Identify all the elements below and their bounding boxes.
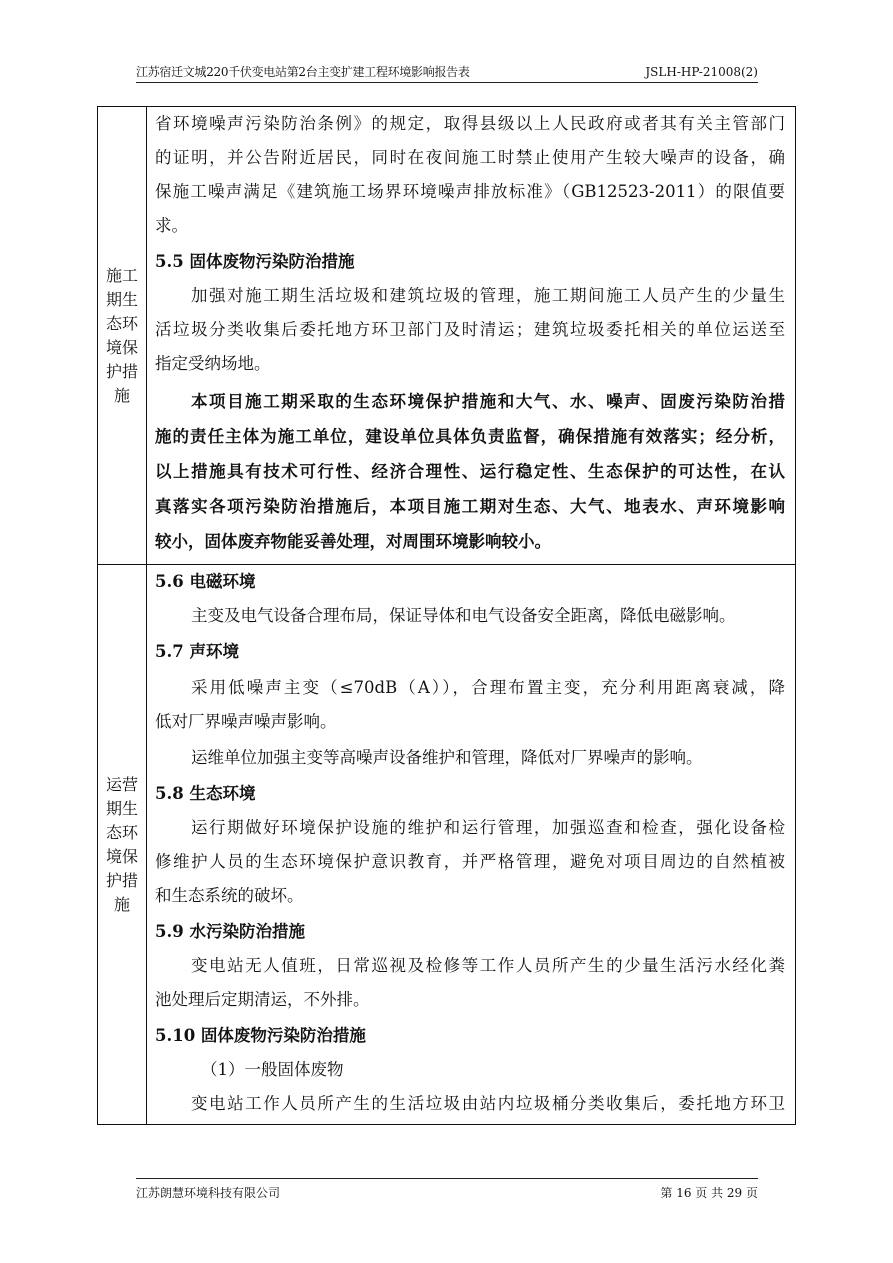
paragraph-line: 池处理后定期清运，不外排。 (155, 990, 370, 1009)
paragraph-line: 活垃圾分类收集后委托地方环卫部门及时清运；建筑垃圾委托相关的单位运送至 (155, 320, 785, 339)
paragraph-line: 运维单位加强主变等高噪声设备维护和管理，降低对厂界噪声的影响。 (191, 748, 703, 767)
section-heading: 5.6 电磁环境 (155, 572, 256, 591)
paragraph-line: 变电站无人值班，日常巡视及检修等工作人员所产生的少量生活污水经化粪 (191, 956, 785, 975)
paragraph-line: （1）一般固体废物 (201, 1060, 344, 1079)
bold-paragraph-line: 较小，固体废弃物能妥善处理，对周围环境影响较小。 (155, 532, 551, 551)
row-label-cell (98, 565, 147, 1124)
section-heading: 5.5 固体废物污染防治措施 (155, 252, 355, 271)
section-heading: 5.7 声环境 (155, 642, 239, 661)
paragraph-line: 变电站工作人员所产生的生活垃圾由站内垃圾桶分类收集后，委托地方环卫 (191, 1094, 785, 1113)
row-label-operation: 运营期生态环境保护措施 (105, 774, 138, 914)
section-heading: 5.10 固体废物污染防治措施 (155, 1026, 366, 1045)
page-footer (136, 1178, 758, 1203)
paragraph-line: 加强对施工期生活垃圾和建筑垃圾的管理，施工期间施工人员产生的少量生 (191, 286, 785, 305)
row-label-construction: 施工期生态环境保护措施 (105, 265, 138, 405)
paragraph-line: 求。 (155, 216, 188, 235)
paragraph-line: 省环境噪声污染防治条例》的规定，取得县级以上人民政府或者其有关主管部门 (155, 114, 785, 133)
paragraph-line: 的证明，并公告附近居民，同时在夜间施工时禁止使用产生较大噪声的设备，确 (155, 148, 785, 167)
row-label-cell (98, 107, 147, 564)
bold-paragraph-line: 真落实各项污染防治措施后，本项目施工期对生态、大气、地表水、声环境影响 (155, 497, 785, 516)
paragraph-line: 采用低噪声主变（≤70dB（A）），合理布置主变，充分利用距离衰减，降 (191, 678, 785, 697)
page-number: 第 16 页 共 29 页 (660, 1186, 758, 1200)
section-heading: 5.9 水污染防治措施 (155, 922, 305, 941)
bold-paragraph-line: 以上措施具有技术可行性、经济合理性、运行稳定性、生态保护的可达性，在认 (155, 462, 785, 481)
paragraph-line: 保施工噪声满足《建筑施工场界环境噪声排放标准》（GB12523-2011）的限值要 (155, 182, 785, 201)
table-row-construction (98, 107, 795, 564)
section-heading: 5.8 生态环境 (155, 784, 256, 803)
paragraph-line: 主变及电气设备合理布局，保证导体和电气设备安全距离，降低电磁影响。 (191, 606, 736, 625)
table-row-operation (98, 564, 795, 1124)
report-title: 江苏宿迁文城220千伏变电站第2台主变扩建工程环境影响报告表 (136, 65, 470, 79)
measures-table (97, 106, 796, 1125)
paragraph-line: 运行期做好环境保护设施的维护和运行管理，加强巡查和检查，强化设备检 (191, 818, 785, 837)
paragraph-line: 和生态系统的破坏。 (155, 886, 304, 905)
paragraph-line: 指定受纳场地。 (155, 354, 271, 373)
bold-paragraph-line: 施的责任主体为施工单位，建设单位具体负责监督，确保措施有效落实；经分析， (155, 427, 785, 446)
paragraph-line: 修维护人员的生态环境保护意识教育，并严格管理，避免对项目周边的自然植被 (155, 852, 785, 871)
report-code: JSLH-HP-21008(2) (645, 65, 758, 79)
row-content-construction (147, 107, 795, 564)
page-header (136, 62, 758, 83)
company-name: 江苏朗慧环境科技有限公司 (136, 1186, 281, 1200)
bold-paragraph-line: 本项目施工期采取的生态环境保护措施和大气、水、噪声、固废污染防治措 (191, 392, 785, 411)
row-content-operation (147, 565, 795, 1124)
paragraph-line: 低对厂界噪声噪声影响。 (155, 712, 337, 731)
